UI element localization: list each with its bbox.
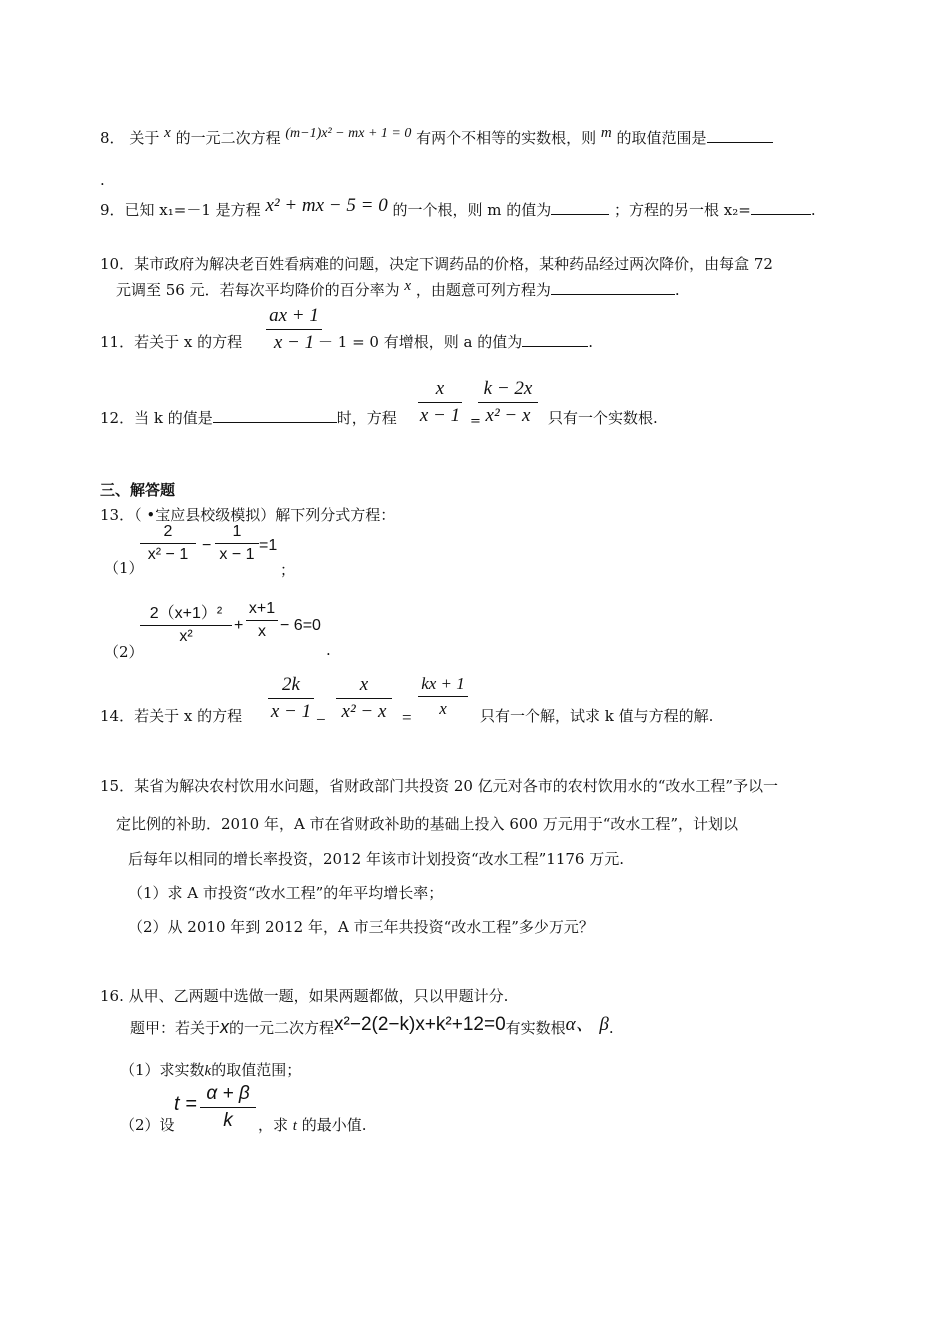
q8-text-2: 的一元二次方程 xyxy=(175,129,281,147)
q16-sub2-text-a: （2）设 xyxy=(120,1116,175,1134)
q8-equation: (m−1)x² − mx + 1 = 0 xyxy=(285,126,412,141)
q12-fraction-1 xyxy=(418,378,462,427)
q16-roots: α、 β xyxy=(565,1014,609,1035)
q8-tail: . xyxy=(100,171,105,189)
q14-f3-bar xyxy=(418,696,468,697)
q16-text-2c: 有实数根 xyxy=(505,1019,566,1037)
q12-f1-numerator: x xyxy=(435,378,445,399)
q13-p1-f1-bar xyxy=(140,543,196,544)
q12-f1-denominator: x − 1 xyxy=(419,405,461,426)
q8-text-1: 关于 xyxy=(129,129,160,147)
q12-line xyxy=(100,408,397,428)
q13-p2-f2-bar xyxy=(246,620,278,621)
q13-p1-label: （1） xyxy=(104,559,144,577)
q8-answer-blank[interactable] xyxy=(707,128,773,143)
q11-denominator: x − 1 xyxy=(273,332,315,353)
q16-t-fraction xyxy=(200,1083,256,1132)
q13-p2-f2-denominator: x xyxy=(258,623,266,640)
q13-p1-end: ； xyxy=(280,561,296,579)
q16-t-bar xyxy=(200,1107,256,1108)
q10-line-2 xyxy=(116,280,680,301)
q16-sub1-text-b: 的取值范围； xyxy=(211,1061,302,1079)
section-3-title: 三、解答题 xyxy=(100,481,176,499)
q9-text-2: 的一个根，则 m 的值为 xyxy=(392,201,552,219)
q13-p2-plus: + xyxy=(234,617,244,634)
q16-t-lhs: t = xyxy=(174,1093,197,1115)
q12-answer-blank[interactable] xyxy=(213,408,337,423)
q16-var-t: t xyxy=(292,1118,297,1134)
q14-f3-numerator: kx + 1 xyxy=(421,674,465,693)
q15-line-2: 定比例的补助．2010 年，A 市在省财政补助的基础上投入 600 万元用于“改水工程”，计划以 xyxy=(116,815,739,833)
q9-text-3: ；方程的另一根 x₂= xyxy=(614,201,751,219)
q15-sub-2: （2）从 2010 年到 2012 年，A 市三年共投资“改水工程”多少万元？ xyxy=(128,918,594,936)
q14-f2-bar xyxy=(336,698,392,699)
q16-equation: x²−2(2−k)x+k²+12=0 xyxy=(334,1014,506,1035)
q16-var-k: k xyxy=(204,1063,212,1079)
q15-sub-1: （1）求 A 市投资“改水工程”的年平均增长率； xyxy=(128,884,444,902)
q11-text-1: 11．若关于 x 的方程 xyxy=(100,333,243,351)
q16-sub-2-rest xyxy=(258,1115,367,1136)
q12-f1-bar xyxy=(418,402,462,403)
q11-fraction xyxy=(266,305,322,354)
q16-t-numerator: α + β xyxy=(206,1083,250,1104)
q14-f1-bar xyxy=(268,698,314,699)
q15-line-3: 后每年以相同的增长率投资，2012 年该市计划投资“改水工程”1176 万元. xyxy=(128,850,624,868)
q10-text-2a: 元调至 56 元．若每次平均降价的百分率为 xyxy=(116,281,400,299)
q14-fraction-3 xyxy=(418,674,468,719)
q10-tail: . xyxy=(674,281,680,299)
q12-fraction-2 xyxy=(478,378,538,427)
q13-p1-f1-denominator: x² − 1 xyxy=(147,546,189,563)
q13-p1-f2-denominator: x − 1 xyxy=(219,546,255,563)
q11-fraction-bar xyxy=(266,329,322,330)
q13-p2-rhs: − 6=0 xyxy=(280,617,321,634)
q13-p2-label: （2） xyxy=(104,643,144,661)
q10-line-1: 10．某市政府为解决老百姓看病难的问题，决定下调药品的价格，某种药品经过两次降价，由每盒 72 xyxy=(100,255,773,273)
q16-var-x: x xyxy=(220,1017,230,1037)
q13-p1-minus: − xyxy=(202,537,212,554)
q8-line xyxy=(100,125,773,150)
q9-m-blank[interactable] xyxy=(551,200,609,215)
q12-text-2: 时，方程 xyxy=(336,409,397,427)
q16-t-denominator: k xyxy=(223,1110,233,1131)
q13-p2-fraction-1 xyxy=(140,600,232,646)
q13-p1-f2-bar xyxy=(215,543,259,544)
q13-p1-f2-numerator: 1 xyxy=(232,523,242,540)
q8-text-4: 的取值范围是 xyxy=(616,129,707,147)
q11-tail: . xyxy=(588,333,593,351)
q9-line xyxy=(100,195,816,220)
q14-equals: = xyxy=(402,708,412,727)
q11-numerator: ax + 1 xyxy=(269,305,319,326)
q12-text-3: 只有一个实数根. xyxy=(548,409,658,427)
q10-text-2b: ，由题意可列方程为 xyxy=(415,281,551,299)
q13-intro: 13．（ •宝应县校级模拟）解下列分式方程： xyxy=(100,506,396,524)
q12-f2-denominator: x² − x xyxy=(485,405,531,426)
q13-p1-f1-numerator: 2 xyxy=(163,523,173,540)
q16-line-1: 16. 从甲、乙两题中选做一题，如果两题都做，只以甲题计分. xyxy=(100,987,509,1005)
q11-line xyxy=(318,332,593,352)
q14-f2-numerator: x xyxy=(359,674,369,695)
q13-p2-fraction-2 xyxy=(246,600,278,641)
q12-f2-bar xyxy=(478,402,538,403)
q12-text-1: 12．当 k 的值是 xyxy=(100,409,213,427)
q8-text-3: 有两个不相等的实数根，则 xyxy=(416,129,597,147)
q10-var-x: x xyxy=(404,278,412,294)
q13-p2-f2-numerator: x+1 xyxy=(248,600,276,617)
q14-f1-numerator: 2k xyxy=(282,674,300,695)
q8-number: 8． xyxy=(100,129,125,147)
q13-p2-f1-bar xyxy=(140,625,232,626)
q14-f1-denominator: x − 1 xyxy=(270,701,312,722)
q9-equation: x² + mx − 5 = 0 xyxy=(265,195,388,216)
q10-equation-blank[interactable] xyxy=(551,280,675,295)
q16-sub-1 xyxy=(120,1060,301,1081)
q16-text-2a: 题甲：若关于 xyxy=(130,1019,221,1037)
q8-var-x: x xyxy=(164,125,171,141)
q16-text-2b: 的一元二次方程 xyxy=(229,1019,335,1037)
q13-p2-end: . xyxy=(326,641,331,659)
q15-line-1: 15．某省为解决农村饮用水问题，省财政部门共投资 20 亿元对各市的农村饮用水的“改水工程”予以一 xyxy=(100,777,779,795)
q9-tail: . xyxy=(810,201,816,219)
q13-p2-f1-numerator: 2（x+1）² xyxy=(149,605,223,622)
q14-fraction-2 xyxy=(336,674,392,723)
q12-equals: = xyxy=(470,414,481,429)
q16-sub1-text-a: （1）求实数 xyxy=(120,1061,205,1079)
q13-p1-fraction-2 xyxy=(215,523,259,564)
q11-text-2: － 1 = 0 有增根，则 a 的值为 xyxy=(318,333,523,351)
q12-f2-numerator: k − 2x xyxy=(483,378,533,399)
q14-minus: − xyxy=(316,710,326,729)
q16-sub2-text-b: ，求 xyxy=(258,1116,289,1134)
q14-fraction-1 xyxy=(268,674,314,723)
q13-p1-fraction-1 xyxy=(140,523,196,564)
q9-text-1: 9．已知 x₁=－1 是方程 xyxy=(100,201,261,219)
q14-text-2: 只有一个解，试求 k 值与方程的解. xyxy=(480,707,714,725)
q16-line-2 xyxy=(130,1014,614,1038)
q11-answer-blank[interactable] xyxy=(522,332,588,347)
q13-p1-rhs: =1 xyxy=(259,537,278,554)
q14-f3-denominator: x xyxy=(439,699,447,718)
q16-tail: . xyxy=(608,1019,614,1037)
q14-f2-denominator: x² − x xyxy=(341,701,387,722)
q16-sub2-text-c: 的最小值. xyxy=(301,1116,367,1134)
q13-p2-f1-denominator: x² xyxy=(179,628,193,645)
q9-x2-blank[interactable] xyxy=(751,200,811,215)
q8-var-m: m xyxy=(600,125,612,141)
q14-text-1: 14．若关于 x 的方程 xyxy=(100,707,243,725)
